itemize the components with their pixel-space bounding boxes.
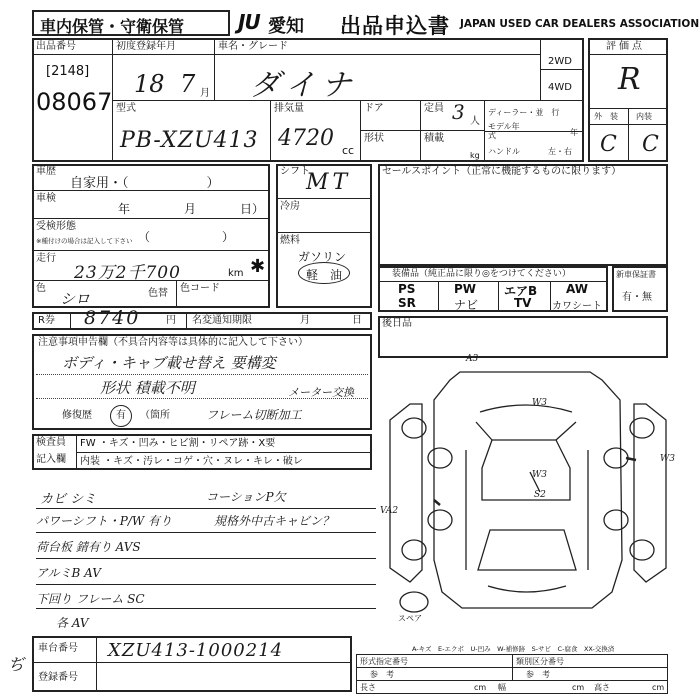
inspection-year: 年 (118, 202, 131, 216)
drive-2wd: 2WD (548, 56, 572, 67)
mark-w3-mid: W3 (532, 470, 547, 480)
dealer-parallel: ディーラー・並 行 (488, 108, 560, 117)
freeform-line3: 荷台板 錆有り AVS (36, 540, 141, 554)
chassis-label: 車台番号 (38, 643, 78, 654)
fuel-label: 燃料 (280, 235, 300, 246)
mileage-label: 走行 (36, 253, 56, 264)
after-market-label: 後日品 (382, 318, 412, 329)
mileage-mark: ✱ (250, 256, 266, 277)
new-warranty-label: 新車保証書 (616, 270, 656, 279)
after-market-box (378, 316, 668, 358)
exterior-value: C (600, 132, 617, 157)
model-label: 型式 (116, 103, 136, 114)
spec-width: 幅 (498, 683, 506, 692)
drive-4wd: 4WD (548, 82, 572, 93)
mark-va2: VA2 (380, 506, 399, 516)
brand-logo: JU (238, 10, 260, 34)
registration-month: 7 (180, 70, 196, 98)
inspector-label2: 記入欄 (36, 454, 66, 465)
equip-ps: PS (398, 282, 416, 296)
freeform-line4: アルミB AV (36, 566, 101, 580)
recycle-unit: 円 (166, 315, 176, 326)
equip-navi: ナビ (454, 298, 479, 312)
reception-label: 受検形態 (36, 221, 76, 232)
handle-options: 左・右 (548, 147, 572, 156)
color-code-label: 色コード (180, 283, 220, 294)
fuel-gasoline: ガソリン (298, 250, 347, 264)
new-warranty-value: 有・無 (622, 292, 652, 303)
equipment-label: 装備品（純正品に限り◎をつけてください） (392, 269, 571, 279)
inspector-interior-row: 内装 ・キズ・汚レ・コゲ・穴・ヌレ・キレ・破レ (80, 456, 303, 467)
repair-value: 有 (116, 410, 126, 421)
mileage-unit: km (228, 268, 244, 279)
form-title: 出品申込書 (340, 14, 450, 38)
door-label: ドア (364, 103, 384, 114)
equip-sr: SR (398, 296, 416, 310)
spec-ref2: 参 考 (526, 670, 550, 679)
sales-points-label: セールスポイント（正常に機能するものに限ります） (382, 166, 622, 177)
load-label: 積載 (424, 133, 444, 144)
mark-w3-top: W3 (532, 398, 547, 408)
equip-leather-seat: カワシート (552, 301, 602, 312)
recycle-value: 8740 (84, 307, 141, 329)
inspector-fw-row: FW ・キズ・凹み・ヒビ割・リペア跡・X要 (80, 438, 276, 449)
spec-height-cm: cm (652, 683, 665, 692)
damage-legend: A-キズ E-エクボ U-凹み W-補修跡 S-サビ C-腐食 XX-交換済 (412, 645, 615, 653)
inspection-day: 日） (240, 202, 265, 216)
reg-number-label: 登録番号 (38, 672, 78, 683)
model-year-label: モデル年式 (488, 122, 520, 140)
mark-a3: A3 (466, 354, 479, 364)
displacement-value: 4720 (278, 126, 334, 151)
color-label: 色 (36, 283, 46, 294)
tax-day: 日 (352, 315, 362, 326)
vehicle-name-label: 車名・グレード (218, 41, 288, 52)
freeform-line2b: 規格外中古キャビン？ (214, 514, 335, 528)
repair-place-label: （箇所 (140, 410, 170, 421)
registration-year: 18 (134, 70, 165, 98)
reception-note: ※種付けの場合は記入して下さい (36, 237, 133, 245)
vehicle-name: ダイナ (250, 68, 358, 103)
rating-value: R (618, 62, 641, 97)
equip-tv: TV (514, 296, 532, 310)
color-value: シロ (60, 290, 91, 308)
notes-line2: 形状 積載不明 (100, 379, 195, 397)
lot-number: 08067 (36, 88, 113, 116)
notes-line3: メーター交換 (288, 386, 354, 399)
storage-labels: 車内保管・守衛保管 (40, 17, 185, 36)
capacity-label: 定員 (424, 103, 444, 114)
spec-width-cm: cm (572, 683, 585, 692)
history-label: 車歴 (36, 166, 56, 177)
spec-designation: 形式指定番号 (360, 657, 408, 666)
shift-value: MT (306, 170, 352, 195)
equip-airbag: エアB (504, 284, 538, 298)
freeform-line6: 各 AV (56, 616, 89, 630)
freeform-margin-mark: ぢ (8, 655, 25, 674)
inspection-month: 月 (184, 202, 197, 216)
model-value: PB-XZU413 (120, 128, 259, 153)
mileage-value: 23万2千700 (74, 263, 181, 283)
equip-pw: PW (454, 282, 477, 296)
interior-label: 内装 (636, 112, 652, 121)
reception-paren: （ ） (138, 230, 235, 244)
ac-label: 冷房 (280, 201, 300, 212)
brand-region: 愛知 (268, 16, 304, 37)
freeform-line1b: コーションP欠 (206, 490, 286, 504)
notes-label: 注意事項申告欄（不具合内容等は具体的に記入して下さい） (38, 337, 308, 348)
spec-length-cm: cm (474, 683, 487, 692)
lot-sub-number: [2148] (46, 64, 90, 79)
model-year-unit: 年 (570, 128, 578, 137)
mark-w3-right: W3 (660, 454, 675, 464)
paint-label: 色替 (148, 288, 168, 299)
car-damage-diagram (380, 360, 680, 630)
registration-label: 初度登録年月 (116, 41, 176, 52)
spare-label: スペア (398, 614, 422, 623)
handle-label: ハンドル (488, 147, 520, 156)
repair-place: フレーム切断加工 (206, 408, 302, 422)
spec-height: 高さ (594, 683, 610, 692)
history-value: 自家用・（ ） (70, 176, 220, 191)
load-unit: kg (470, 151, 480, 160)
shift-label: シフト (280, 166, 310, 177)
inspection-label: 車検 (36, 193, 56, 204)
spec-length: 長さ (360, 683, 376, 692)
tax-month: 月 (300, 315, 310, 326)
freeform-line2: パワーシフト・P/W 有り (36, 514, 173, 528)
freeform-line5: 下回り フレーム SC (36, 592, 145, 606)
equip-aw: AW (566, 282, 588, 296)
spec-category: 類別区分番号 (516, 657, 564, 666)
capacity-unit: 人 (470, 116, 480, 127)
displacement-unit: cc (342, 144, 355, 157)
inspector-label1: 検査員 (36, 437, 66, 448)
shape-label: 形状 (364, 133, 384, 144)
interior-value: C (642, 132, 659, 157)
exterior-label: 外 装 (594, 112, 618, 121)
freeform-line1: カビ シミ (40, 492, 97, 507)
notes-line1: ボディ・キャブ載せ替え 要構変 (62, 354, 276, 372)
capacity-value: 3 (452, 100, 465, 124)
registration-month-unit: 月 (200, 88, 210, 99)
mark-s2: S2 (534, 490, 546, 500)
chassis-value: XZU413-1000214 (108, 640, 284, 661)
tax-label: 名変通知期限 (192, 315, 252, 326)
sales-points-box (378, 164, 668, 266)
lot-label: 出品番号 (36, 41, 76, 52)
storage-box (32, 10, 230, 36)
spec-ref1: 参 考 (370, 670, 394, 679)
repair-label: 修復歴 (62, 410, 92, 421)
rating-label: 評価点 (606, 41, 645, 52)
association-name: JAPAN USED CAR DEALERS ASSOCIATION (460, 18, 700, 30)
fuel-diesel: 軽 油 (306, 268, 343, 282)
displacement-label: 排気量 (274, 103, 304, 114)
recycle-label: R券 (38, 315, 55, 326)
